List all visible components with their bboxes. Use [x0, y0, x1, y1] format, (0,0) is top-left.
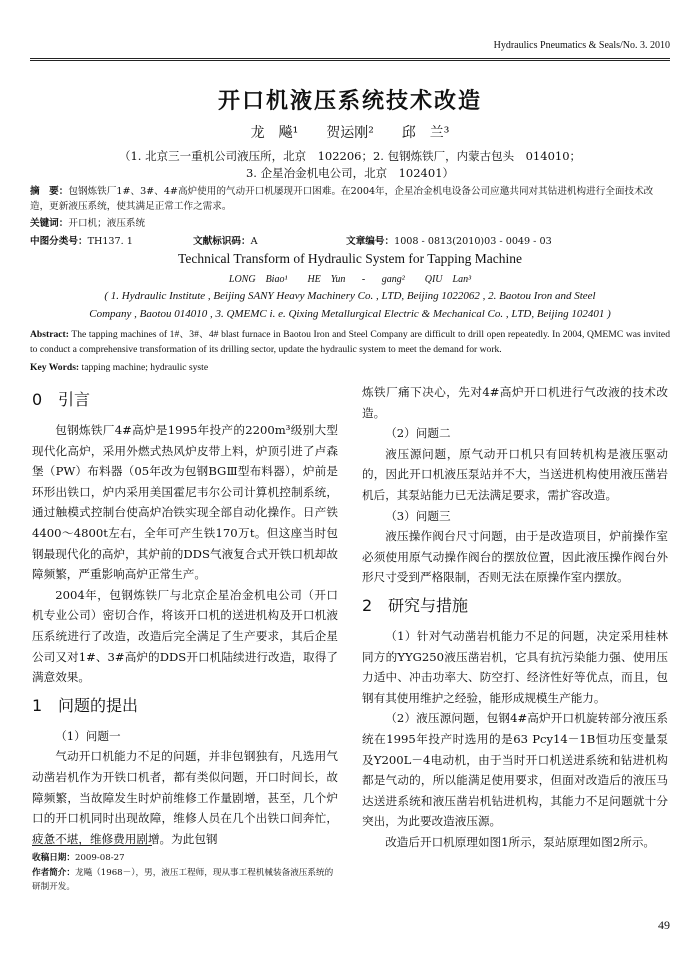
- paragraph: 包钢炼铁厂4#高炉是1995年投产的2200m³级别大型现代化高炉，采用外燃式热风炉皮带上料，炉顶引进了卢森堡（PW）布料器（05年改为包钢BGⅢ型布料器），炉前是环形出铁口，炉内采用美国霍尼韦尔公司计算机控制系统，通过触模式控制台使高炉冶铁实现全部自动化操作。日产铁4400～4800t左右，全年可产生铁170万t。但这座当时包钢最现代化的高炉，其炉前的DDS气液复合式开铁口机却故障频繁，严重影响高炉正常生产。: [32, 423, 338, 582]
- english-abstract: [30, 327, 670, 357]
- article-no-value: 1008 - 0813(2010)03 - 0049 - 03: [394, 236, 552, 247]
- author-bio: 龙飚（1968－），男，液压工程师，现从事工程机械装备液压系统的研制开发。: [32, 868, 334, 892]
- author-bio-label: 作者简介：: [32, 868, 75, 878]
- english-abstract-label: Abstract:: [30, 329, 69, 340]
- paragraph: 液压源问题，原气动开口机只有回转机构是液压驱动的，因此开口机液压泵站并不大，当送进机构使用液压凿岩机后，其泵站能力已无法满足要求，需扩容改造。: [362, 446, 668, 502]
- left-column: [32, 382, 338, 849]
- section-title: 引言: [58, 390, 91, 409]
- footnote-received: [32, 851, 338, 865]
- section-heading-problem: [32, 694, 338, 718]
- english-abstract-text: The tapping machines of 1#、3#、4# blast furnace in Baotou Iron and Steel Company are difficult to drill open repeatedly. In 2004, QMEMC was invited to conduct a comprehensive transformation of its drilling sector, update the hydraulic system to meet the demand for work.: [30, 329, 670, 355]
- english-keywords: [30, 362, 670, 373]
- english-affiliation-line-2: Company , Baotou 014010 , 3. QMEMC i. e. Qixing Metallurgical Electric & Mechanical Co. , LTD, Beijing 102401 ): [89, 308, 611, 320]
- english-keywords-label: Key Words:: [30, 362, 80, 373]
- footnote-author: [32, 866, 338, 894]
- clc-label: 中图分类号：: [30, 236, 88, 247]
- subheading: （1）问题一: [55, 728, 121, 743]
- keywords-zh: [30, 216, 670, 231]
- subheading: （3）问题三: [385, 508, 451, 523]
- paragraph: 气动开口机能力不足的问题，并非包钢独有，凡选用气动凿岩机作为开铁口机者，都有类似问题，开口时间长，故障频繁，当故障发生时炉前维修工作量剧增，甚至，几个炉口的开口机同时出现故障，维修人员在几个出铁口间奔忙，疲惫不堪，维修费用剧增。为此包钢: [32, 749, 338, 846]
- doc-code-label: 文献标识码：: [193, 236, 251, 247]
- footnote-rule: [32, 845, 152, 846]
- article-no-label: 文章编号：: [346, 236, 395, 247]
- paragraph: 炼铁厂痛下决心，先对4#高炉开口机进行气改液的技术改造。: [362, 385, 668, 420]
- abstract-zh-label: 摘 要：: [30, 186, 69, 197]
- doc-code-value: A: [250, 236, 258, 247]
- header-rule: [30, 58, 670, 61]
- section-title: 研究与措施: [388, 595, 469, 615]
- classification-line: [30, 233, 670, 247]
- affiliation-line-2: 3. 企星冶金机电公司，北京 102401）: [245, 166, 455, 180]
- paragraph: 改造后开口机原理如图1所示，泵站原理如图2所示。: [385, 834, 656, 849]
- keywords-zh-text: 开口机；液压系统: [68, 218, 146, 229]
- paragraph: （2）液压源问题，包钢4#高炉开口机旋转部分液压系统在1995年投产时选用的是63 Pcy14－1B恒功压变量泵及Y200L－4电动机，由于当时开口机送进系统和钻进机构都是气动的，所以能满足使用要求，但面对改造后的液压马达送进系统和液压凿岩机钻进机构，其能力不足问题就十分突出，为此要改造液压源。: [362, 711, 668, 829]
- section-number: 1: [32, 695, 43, 715]
- section-number: 0: [32, 390, 43, 409]
- section-heading-research: [362, 594, 668, 618]
- english-affiliation-line-1: ( 1. Hydraulic Institute , Beijing SANY Heavy Machinery Co. , LTD, Beijing 1022062 , 2. Baotou Iron and Steel: [104, 290, 596, 302]
- running-head: Hydraulics Pneumatics & Seals/No. 3. 2010: [493, 40, 670, 51]
- received-date: 2009-08-27: [74, 853, 125, 863]
- paragraph: （1）针对气动凿岩机能力不足的问题，决定采用桂林同方的YYG250液压凿岩机，它具有抗污染能力强、使用压力适中、冲击功率大、防空打、经济性好等优点，而且，包钢有其使用维护之经验，能形成规模生产能力。: [362, 628, 668, 705]
- english-keywords-text: tapping machine; hydraulic syste: [79, 362, 209, 373]
- keywords-zh-label: 关键词：: [30, 218, 69, 229]
- section-heading-intro: [32, 388, 338, 412]
- english-title: Technical Transform of Hydraulic System for Tapping Machine: [178, 251, 522, 266]
- paragraph: 液压操作阀台尺寸问题，由于是改造项目，炉前操作室必须使用原气动操作阀台的摆放位置，因此液压操作阀台外形尺寸受到严格限制，否则无法在原操作室内摆放。: [362, 529, 668, 585]
- section-number: 2: [362, 595, 373, 615]
- author-list: 龙 飚¹ 贺运刚² 邱 兰³: [250, 125, 450, 141]
- right-column: [362, 382, 668, 852]
- subheading: （2）问题二: [385, 426, 451, 441]
- abstract-zh-text: 包钢炼铁厂1#、3#、4#高炉使用的气动开口机屡现开口困难。在2004年，企星冶金机电设备公司应邀共同对其钻进机构进行全面技术改造，更新液压系统，使其满足正常工作之需求。: [30, 186, 654, 212]
- paper-title: 开口机液压系统技术改造: [217, 89, 482, 114]
- page-number: 49: [658, 918, 670, 932]
- affiliation-line-1: （1. 北京三一重机公司液压所，北京 102206；2. 包钢炼铁厂，内蒙古包头 014010；: [118, 149, 582, 163]
- abstract-zh: [30, 184, 670, 214]
- clc-value: TH137. 1: [87, 236, 133, 247]
- received-label: 收稿日期：: [32, 853, 75, 863]
- paragraph: 2004年，包钢炼铁厂与北京企星冶金机电公司（开口机专业公司）密切合作，将该开口机的送进机构及开口机液压系统进行了改造，改造后完全满足了生产要求，其后企星公司又对1#、3#高炉的DDS开口机陆续进行改造，取得了满意效果。: [32, 587, 338, 685]
- section-title: 问题的提出: [58, 695, 139, 715]
- english-authors: LONG Biao¹ HE Yun - gang² QIU Lan³: [228, 274, 472, 285]
